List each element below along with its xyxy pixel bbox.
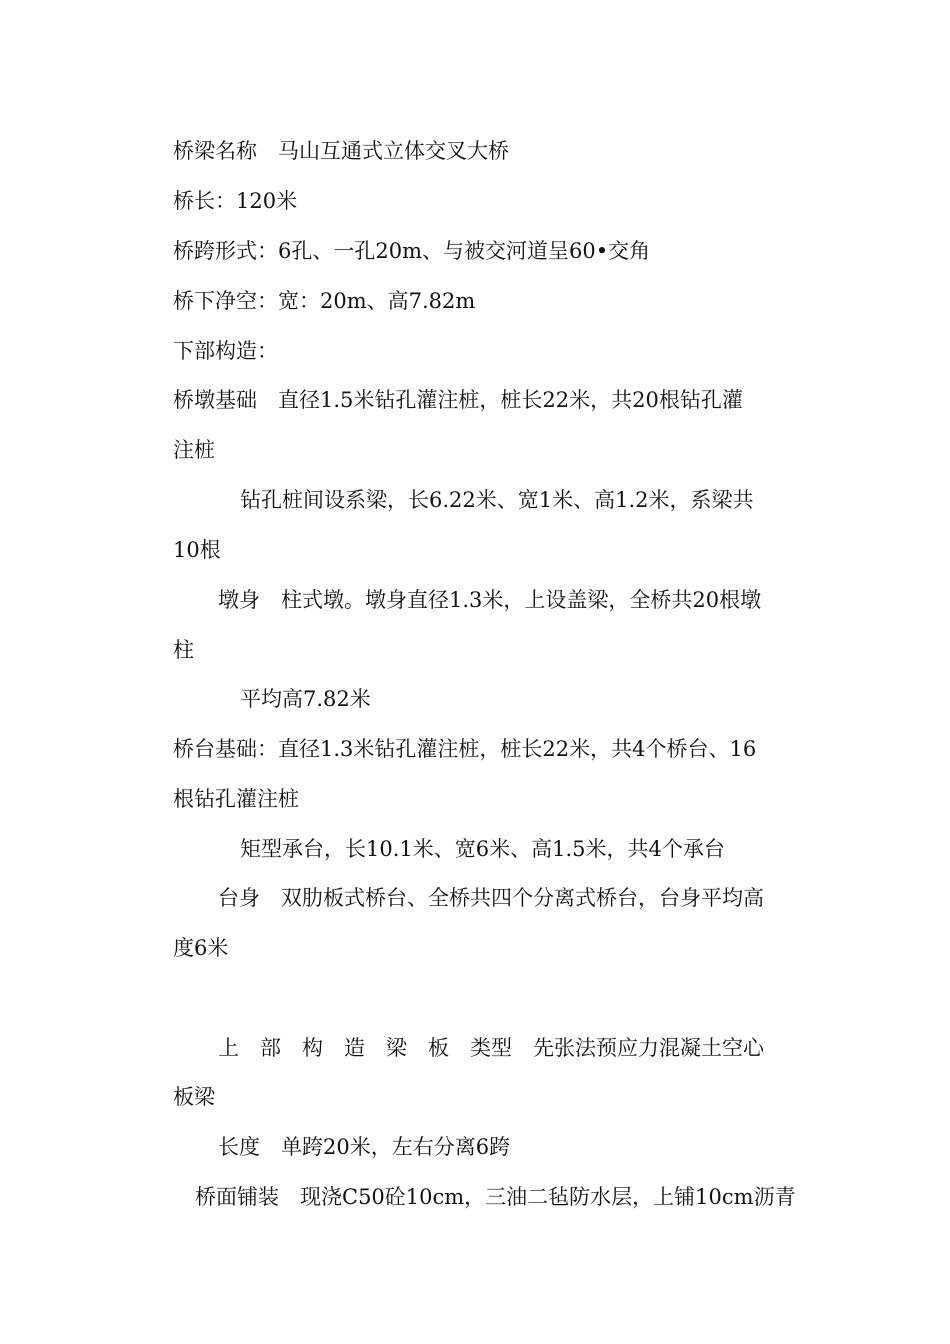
text-line-superstructure: 上 部 构 造 梁 板 类型 先张法预应力混凝土空心 (218, 1036, 764, 1060)
text-line-abutment-foundation-cont: 根钻孔灌注桩 (173, 787, 299, 811)
text-line-pier-foundation-cont: 注桩 (173, 438, 215, 462)
text-line-bridge-length: 桥长：120米 (173, 189, 298, 213)
text-line-tie-beam: 钻孔桩间设系梁，长6.22米、宽1米、高1.2米，系梁共 (240, 488, 754, 512)
text-line-pier-body-cont: 柱 (173, 638, 194, 662)
text-line-bridge-name: 桥梁名称 马山互通式立体交叉大桥 (173, 139, 509, 163)
text-line-pier-height: 平均高7.82米 (240, 687, 371, 711)
text-line-abutment-body-cont: 度6米 (173, 936, 229, 960)
text-line-span-form: 桥跨形式：6孔、一孔20m、与被交河道呈60•交角 (173, 239, 651, 263)
text-line-superstructure-cont: 板梁 (173, 1085, 215, 1109)
text-line-abutment-foundation: 桥台基础：直径1.3米钻孔灌注桩，桩长22米，共4个桥台、16 (173, 737, 757, 761)
text-line-pier-body: 墩身 柱式墩。墩身直径1.3米，上设盖梁，全桥共20根墩 (218, 588, 762, 612)
text-line-clearance: 桥下净空：宽：20m、高7.82m (173, 289, 476, 313)
text-line-pile-cap: 矩型承台，长10.1米、宽6米、高1.5米，共4个承台 (240, 837, 725, 861)
text-line-substructure-heading: 下部构造： (173, 339, 278, 363)
text-line-span-length: 长度 单跨20米，左右分离6跨 (218, 1135, 511, 1159)
text-line-pier-foundation: 桥墩基础 直径1.5米钻孔灌注桩，桩长22米，共20根钻孔灌 (173, 388, 743, 412)
text-line-tie-beam-cont: 10根 (173, 538, 221, 562)
text-line-deck-pavement: 桥面铺装 现浇C50砼10cm，三油二毡防水层，上铺10cm沥青 (195, 1185, 796, 1209)
text-line-abutment-body: 台身 双肋板式桥台、全桥共四个分离式桥台，台身平均高 (218, 886, 764, 910)
